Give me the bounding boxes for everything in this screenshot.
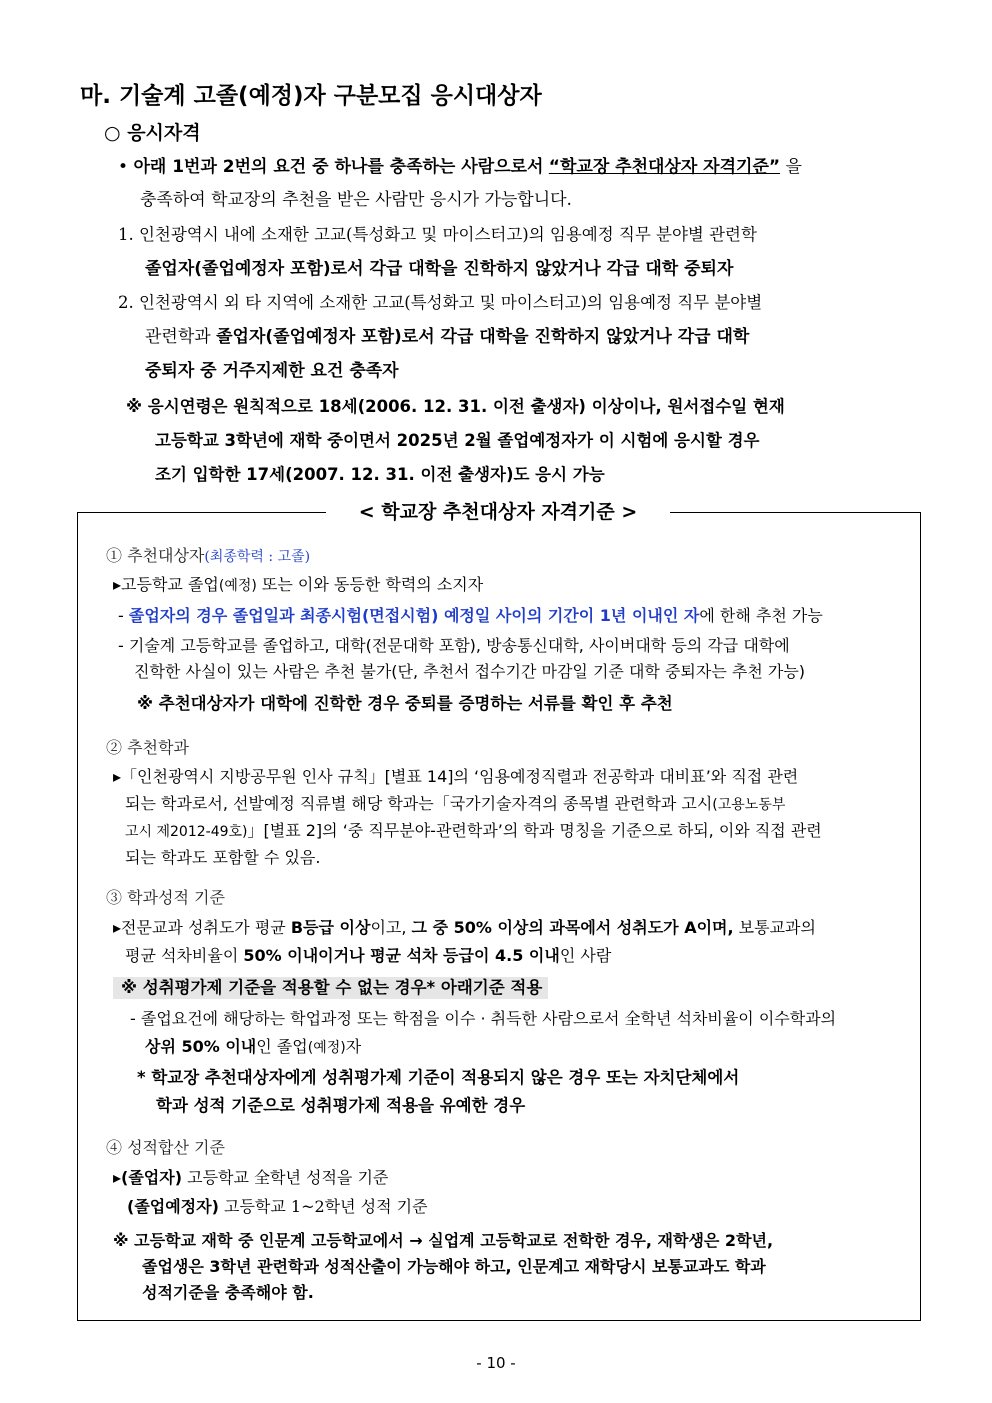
s4-line1 bbox=[113, 1168, 388, 1187]
s1-note: ※ 추천대상자가 대학에 진학한 경우 중퇴를 증명하는 서류를 확인 후 추천 bbox=[137, 694, 673, 713]
s4-line1-b: (졸업자) bbox=[121, 1168, 183, 1187]
s3-line2-a: 평균 석차비율이 bbox=[125, 946, 244, 965]
qualification-title: ○ 응시자격 bbox=[104, 122, 201, 144]
s3-dash-line1: - 졸업요건에 해당하는 학업과정 또는 학점을 이수 · 취득한 사람으로서 全학년 석차비율이 이수학과의 bbox=[130, 1009, 837, 1028]
s1-dash1-prefix: - bbox=[118, 606, 129, 625]
item2-line2 bbox=[145, 327, 749, 347]
s4-line2-a: (졸업예정자) bbox=[127, 1197, 219, 1216]
s2-line1: ▸「인천광역시 지방공무원 인사 규칙」[별표 14]의 ‘임용예정직렬과 전공학과 대비표’와 직접 관련 bbox=[113, 767, 799, 786]
s3-dash-line2-c: 자 bbox=[345, 1037, 362, 1056]
s1-bullet-a bbox=[113, 575, 483, 595]
s4-note-line2: 졸업생은 3학년 관련학과 성적산출이 가능해야 하고, 인문계고 재학당시 보통교과도 학과 bbox=[142, 1257, 766, 1276]
intro-bold: 아래 1번과 2번의 요건 중 하나를 충족하는 사람으로서 bbox=[133, 157, 544, 177]
item1-line2: 졸업자(졸업예정자 포함)로서 각급 대학을 진학하지 않았거나 각급 대학 중퇴자 bbox=[145, 259, 734, 279]
s4-title: ④ 성적합산 기준 bbox=[106, 1138, 225, 1157]
s2-line2-a: 되는 학과로서, 선발예정 직류별 해당 학과는「국가기술자격의 종목별 관련학과 고시 bbox=[125, 794, 713, 813]
qualification-intro-line2: 충족하여 학교장의 추천을 받은 사람만 응시가 가능합니다. bbox=[140, 190, 572, 210]
s1-dash1-blue: 졸업자의 경우 졸업일과 최종시험(면접시험) 예정일 사이의 기간이 1년 이내인 자 bbox=[128, 606, 700, 625]
s3-dash-line2 bbox=[145, 1037, 361, 1057]
s2-line2 bbox=[125, 794, 785, 814]
s4-line2-b: 고등학교 1~2학년 성적 기준 bbox=[218, 1197, 428, 1216]
intro-tail: 을 bbox=[785, 157, 802, 177]
s3-line1-b: B등급 이상 bbox=[290, 918, 371, 937]
s3-star-line1: * 학교장 추천대상자에게 성취평가제 기준이 적용되지 않은 경우 또는 자치단체에서 bbox=[137, 1068, 740, 1087]
s2-line3-small: 고시 제2012-49호) bbox=[125, 824, 248, 840]
s4-note-line3: 성적기준을 충족해야 함. bbox=[142, 1283, 314, 1302]
s1-title bbox=[106, 546, 310, 566]
s3-line1-a: ▸전문교과 성취도가 평균 bbox=[113, 918, 291, 937]
s1-bullet-a-text: ▸고등학교 졸업 bbox=[113, 575, 219, 594]
s2-line3 bbox=[125, 821, 822, 841]
intro-quote: “학교장 추천대상자 자격기준” bbox=[548, 157, 781, 177]
item2-line1: 2. 인천광역시 외 타 지역에 소재한 고교(특성화고 및 마이스터고)의 임용예정 직무 분야별 bbox=[118, 293, 763, 312]
s2-title: ② 추천학과 bbox=[106, 738, 189, 757]
item2-line2-a: 관련학과 bbox=[145, 327, 211, 347]
s2-line3-tail: 」[별표 2]의 ‘중 직무분야-관련학과’의 학과 명칭을 기준으로 하되, 이와 직접 관련 bbox=[247, 821, 822, 840]
s4-note-line1: ※ 고등학교 재학 중 인문계 고등학교에서 → 실업계 고등학교로 전학한 경우, 재학생은 2학년, bbox=[113, 1231, 774, 1250]
s1-dash2-line2: 진학한 사실이 있는 사람은 추천 불가(단, 추천서 접수기간 마감일 기준 대학 중퇴자는 추천 가능) bbox=[134, 662, 806, 681]
qualification-intro bbox=[118, 157, 802, 177]
section-heading: 마. 기술계 고졸(예정)자 구분모집 응시대상자 bbox=[80, 83, 542, 109]
s3-line1 bbox=[113, 918, 816, 937]
s4-line2 bbox=[127, 1197, 428, 1216]
box-title: < 학교장 추천대상자 자격기준 > bbox=[326, 499, 670, 525]
s3-line1-c: 이고, bbox=[370, 918, 412, 937]
box-topline-left bbox=[77, 512, 327, 513]
s3-dash-line2-small: (예정) bbox=[307, 1040, 346, 1056]
s1-dash1 bbox=[118, 606, 823, 625]
s1-title-note: (최종학력 : 고졸) bbox=[204, 549, 311, 565]
s1-title-text: ① 추천대상자 bbox=[106, 546, 205, 565]
s2-line2-small: (고용노동부 bbox=[712, 797, 786, 813]
item2-line3: 중퇴자 중 거주지제한 요건 충족자 bbox=[145, 361, 399, 381]
page-number: - 10 - bbox=[476, 1354, 516, 1372]
s3-star-line2: 학과 성적 기준으로 성취평가제 적용을 유예한 경우 bbox=[156, 1096, 526, 1115]
s4-line1-c: 고등학교 全학년 성적을 기준 bbox=[182, 1168, 389, 1187]
age-note-line2: 고등학교 3학년에 재학 중이면서 2025년 2월 졸업예정자가 이 시험에 응시할 경우 bbox=[155, 431, 760, 450]
s4-line1-a: ▸ bbox=[113, 1168, 122, 1187]
s3-dash-line2-b: 인 졸업 bbox=[256, 1037, 308, 1056]
s1-bullet-a-small: (예정) bbox=[218, 578, 257, 594]
s3-title: ③ 학과성적 기준 bbox=[106, 888, 225, 907]
item2-line2-b: 졸업자(졸업예정자 포함)로서 각급 대학을 진학하지 않았거나 각급 대학 bbox=[216, 327, 750, 347]
s3-line2-b: 50% 이내이거나 평균 석차 등급이 4.5 이내 bbox=[243, 946, 560, 965]
item1-line1: 1. 인천광역시 내에 소재한 고교(특성화고 및 마이스터고)의 임용예정 직무 분야별 관련학 bbox=[118, 225, 757, 244]
s3-dash-line2-a: 상위 50% 이내 bbox=[145, 1037, 257, 1056]
s3-line2-c: 인 사람 bbox=[559, 946, 612, 965]
s3-line1-e: 보통교과의 bbox=[733, 918, 816, 937]
s1-dash2-line1: - 기술계 고등학교를 졸업하고, 대학(전문대학 포함), 방송통신대학, 사이버대학 등의 각급 대학에 bbox=[118, 636, 790, 655]
s1-dash1-tail: 에 한해 추천 가능 bbox=[699, 606, 823, 625]
s3-line1-d: 그 중 50% 이상의 과목에서 성취도가 A이며, bbox=[411, 918, 734, 937]
s3-shaded-note: ※ 성취평가제 기준을 적용할 수 없는 경우* 아래기준 적용 bbox=[113, 977, 548, 999]
bullet-mark: • bbox=[118, 157, 129, 177]
box-topline-right bbox=[669, 512, 920, 513]
s3-line2 bbox=[125, 946, 611, 965]
age-note-line1: ※ 응시연령은 원칙적으로 18세(2006. 12. 31. 이전 출생자) 이상이나, 원서접수일 현재 bbox=[126, 397, 785, 416]
age-note-line3: 조기 입학한 17세(2007. 12. 31. 이전 출생자)도 응시 가능 bbox=[155, 465, 605, 484]
s1-bullet-a-tail: 또는 이와 동등한 학력의 소지자 bbox=[256, 575, 484, 594]
s2-line4: 되는 학과도 포함할 수 있음. bbox=[125, 848, 321, 867]
